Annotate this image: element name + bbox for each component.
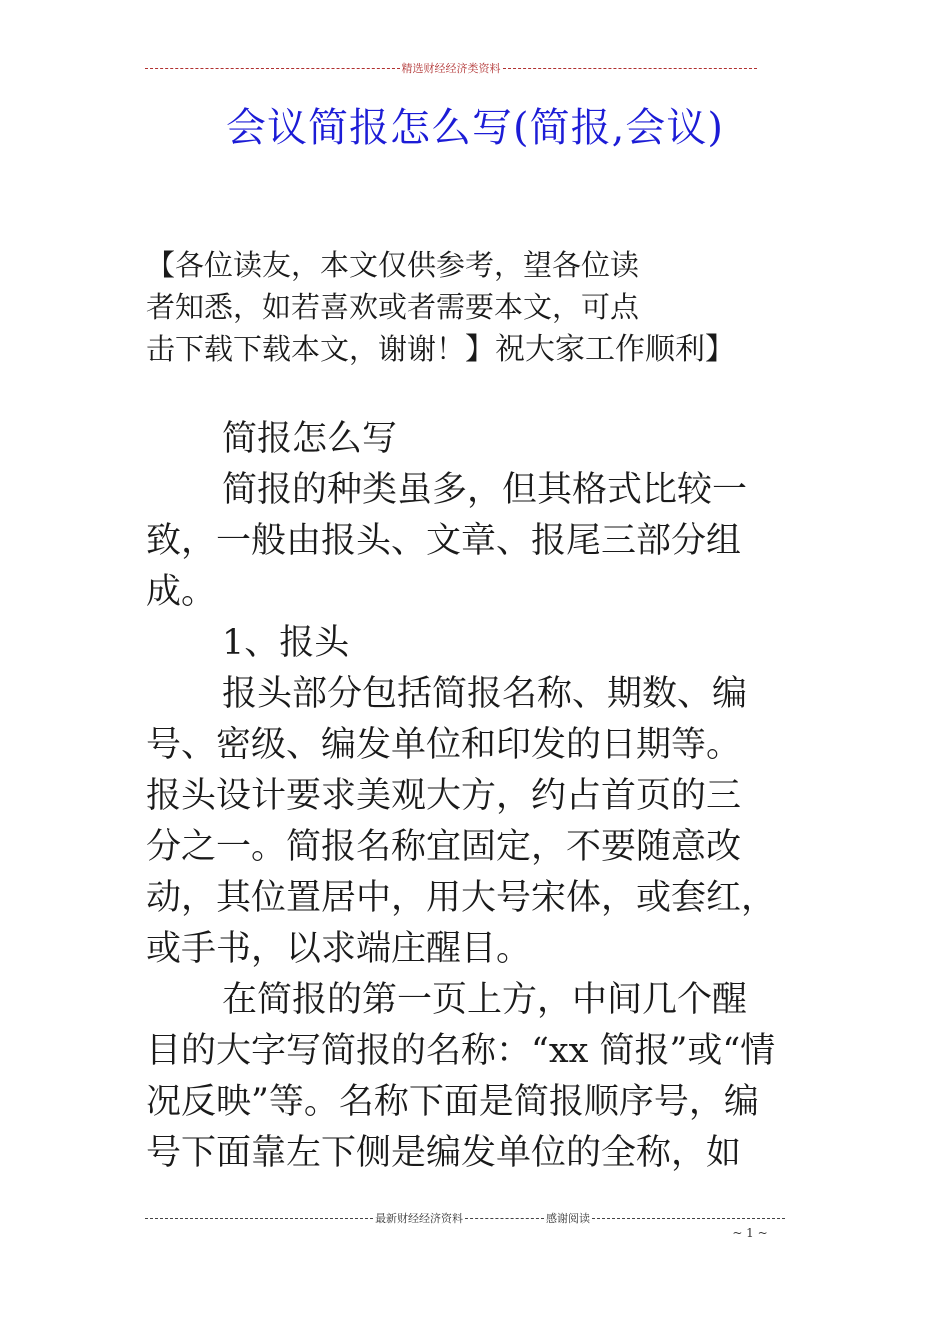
notice-line-3b: 】祝大家工作顺利】 — [465, 332, 736, 367]
paragraph-line: 分之一。简报名称宜固定，不要随意改 — [146, 827, 742, 867]
page-number: ~ 1 ~ — [732, 1226, 768, 1240]
reader-notice — [146, 244, 766, 371]
notice-line-2: 者知悉，如若喜欢或者需要本文，可点 — [146, 290, 640, 324]
article-body — [146, 414, 806, 1179]
footer-rule-middle — [465, 1218, 544, 1219]
notice-line-1: 【各位读友，本文仅供参考，望各位读 — [146, 248, 640, 282]
footer-rule-left — [145, 1218, 373, 1219]
paragraph-line: 致，一般由报头、文章、报尾三部分组 — [146, 521, 742, 561]
notice-line-3a: 击下载下载本文，谢谢！ — [146, 332, 466, 366]
paragraph-line: 报头设计要求美观大方，约占首页的三 — [146, 776, 742, 816]
page-footer — [145, 1210, 785, 1226]
paragraph-line: 报头部分包括简报名称、期数、编 — [222, 674, 748, 714]
paragraph-line: 目的大字写简报的名称：“xx 简报”或“情 — [146, 1031, 776, 1071]
notice-line-3 — [146, 328, 766, 371]
subsection-heading: 1、报头 — [222, 623, 350, 663]
footer-text-2: 感谢阅读 — [546, 1212, 591, 1225]
paragraph-line: 号下面靠左下侧是编发单位的全称，如 — [146, 1133, 742, 1173]
footer-rule-right — [592, 1218, 785, 1219]
document-title: 会议简报怎么写(简报,会议) — [226, 105, 724, 151]
paragraph-line: 在简报的第一页上方，中间几个醒 — [222, 980, 748, 1020]
paragraph-line: 号、密级、编发单位和印发的日期等。 — [146, 725, 742, 765]
page-header — [145, 60, 757, 76]
header-rule-right — [503, 68, 758, 69]
paragraph-line: 成。 — [146, 572, 217, 612]
paragraph-line: 动，其位置居中，用大号宋体，或套红， — [146, 878, 777, 918]
header-rule-left — [145, 68, 400, 69]
header-text: 精选财经经济类资料 — [401, 62, 501, 75]
paragraph-line: 或手书，以求端庄醒目。 — [146, 929, 532, 969]
section-heading: 简报怎么写 — [222, 419, 398, 459]
footer-text-1: 最新财经经济资料 — [375, 1212, 464, 1225]
paragraph-line: 简报的种类虽多，但其格式比较一 — [222, 470, 748, 510]
paragraph-line: 况反映”等。名称下面是简报顺序号，编 — [146, 1082, 759, 1122]
